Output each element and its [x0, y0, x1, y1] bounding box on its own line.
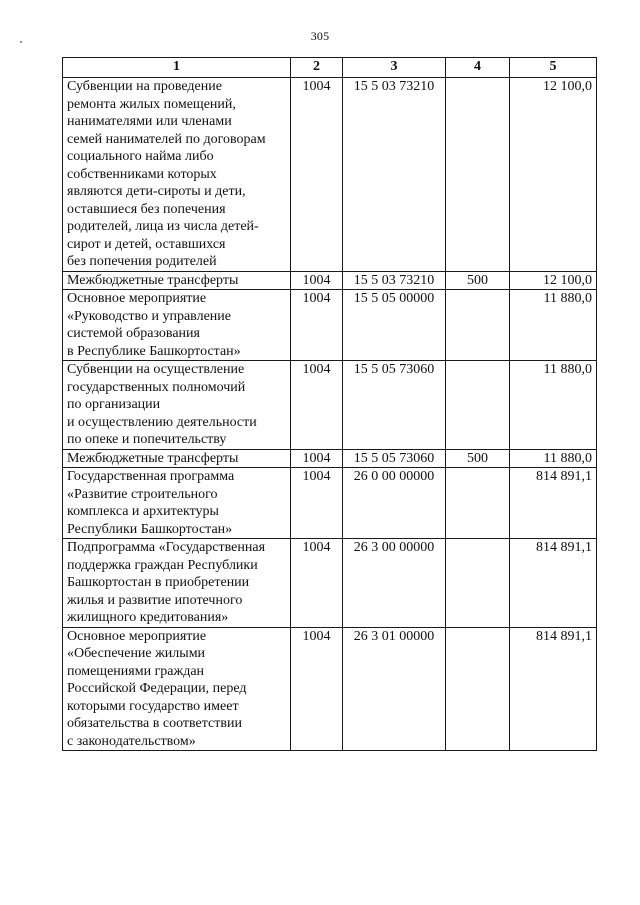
expense-name-line: Основное мероприятие — [67, 291, 207, 306]
expense-name-cell — [63, 449, 291, 468]
expense-name-line: помещениями граждан — [67, 663, 205, 679]
expense-name-line: семей нанимателей по договорам — [67, 131, 266, 147]
amount-cell: 814 891,1 — [510, 539, 597, 628]
expense-type-cell — [446, 361, 510, 450]
amount-cell: 12 100,0 — [510, 271, 597, 290]
expense-name-line: Республики Башкортостан» — [67, 521, 233, 537]
expense-type-cell: 500 — [446, 449, 510, 468]
expense-type-cell — [446, 468, 510, 539]
expense-name-cell — [63, 627, 291, 751]
expense-type-cell — [446, 627, 510, 751]
column-header-4: 4 — [446, 58, 510, 78]
column-header-2: 2 — [291, 58, 343, 78]
expense-name-line: «Обеспечение жилыми — [67, 646, 206, 661]
expense-name-line: жилищного кредитования» — [67, 610, 229, 625]
expense-name-cell — [63, 361, 291, 450]
target-code-cell: 26 3 01 00000 — [343, 627, 446, 751]
target-code-cell: 26 3 00 00000 — [343, 539, 446, 628]
expense-name-cell — [63, 468, 291, 539]
expense-name-line: родителей, лица из числа детей- — [67, 219, 259, 234]
expense-name-line: системой образования — [67, 326, 200, 341]
amount-cell: 814 891,1 — [510, 627, 597, 751]
table-row — [63, 539, 597, 628]
section-code-cell: 1004 — [291, 539, 343, 628]
expense-name-line: являются дети-сироты и дети, — [67, 184, 246, 199]
expense-name-line: «Развитие строительного — [67, 486, 218, 502]
expense-type-cell — [446, 539, 510, 628]
expense-name-line: Межбюджетные трансферты — [67, 450, 239, 466]
expense-name-cell — [63, 539, 291, 628]
table-row — [63, 468, 597, 539]
expense-name-line: оставшиеся без попечения — [67, 201, 226, 217]
expense-name-cell — [63, 78, 291, 272]
expense-name-line: с законодательством» — [67, 733, 196, 749]
section-code-cell: 1004 — [291, 468, 343, 539]
expense-name-cell — [63, 271, 291, 290]
column-header-1: 1 — [63, 58, 291, 78]
table-row — [63, 627, 597, 751]
table-header-row — [63, 58, 597, 78]
expense-name-line: комплекса и архитектуры — [67, 504, 219, 519]
target-code-cell: 15 5 05 00000 — [343, 290, 446, 361]
section-code-cell: 1004 — [291, 271, 343, 290]
table-row — [63, 361, 597, 450]
budget-table — [62, 57, 597, 751]
amount-cell: 11 880,0 — [510, 449, 597, 468]
expense-name-line: по опеке и попечительству — [67, 432, 227, 447]
scan-dot-mark — [20, 41, 22, 43]
expense-name-line: по организации — [67, 397, 161, 412]
amount-cell: 12 100,0 — [510, 78, 597, 272]
page-number: 305 — [310, 29, 330, 43]
table-row — [63, 271, 597, 290]
expense-name-line: Межбюджетные трансферты — [67, 272, 239, 288]
expense-name-line: сирот и детей, оставшихся — [67, 236, 226, 252]
expense-name-line: Российской Федерации, перед — [67, 681, 247, 696]
expense-name-line: жилья и развитие ипотечного — [67, 592, 243, 608]
expense-name-line: ремонта жилых помещений, — [67, 96, 236, 112]
expense-name-line: и осуществлению деятельности — [67, 414, 257, 430]
expense-name-line: государственных полномочий — [67, 379, 246, 395]
table-body — [63, 78, 597, 751]
target-code-cell: 15 5 05 73060 — [343, 361, 446, 450]
expense-name-cell — [63, 290, 291, 361]
expense-name-line: поддержка граждан Республики — [67, 557, 258, 573]
section-code-cell: 1004 — [291, 449, 343, 468]
expense-name-line: собственниками которых — [67, 166, 217, 182]
expense-type-cell — [446, 78, 510, 272]
amount-cell: 11 880,0 — [510, 361, 597, 450]
amount-cell: 814 891,1 — [510, 468, 597, 539]
expense-name-line: Основное мероприятие — [67, 628, 207, 644]
expense-name-line: Башкортостан в приобретении — [67, 575, 250, 590]
expense-name-line: «Руководство и управление — [67, 308, 231, 324]
target-code-cell: 26 0 00 00000 — [343, 468, 446, 539]
section-code-cell: 1004 — [291, 78, 343, 272]
section-code-cell: 1004 — [291, 627, 343, 751]
expense-name-line: без попечения родителей — [67, 254, 217, 269]
expense-type-cell: 500 — [446, 271, 510, 290]
expense-name-line: Субвенции на осуществление — [67, 362, 245, 377]
table-row — [63, 78, 597, 272]
table-row — [63, 290, 597, 361]
expense-name-line: обязательства в соответствии — [67, 716, 242, 731]
section-code-cell: 1004 — [291, 290, 343, 361]
target-code-cell: 15 5 03 73210 — [343, 78, 446, 272]
expense-name-line: в Республике Башкортостан» — [67, 343, 241, 359]
section-code-cell: 1004 — [291, 361, 343, 450]
column-header-5: 5 — [510, 58, 597, 78]
column-header-3: 3 — [343, 58, 446, 78]
amount-cell: 11 880,0 — [510, 290, 597, 361]
expense-name-line: социального найма либо — [67, 149, 214, 164]
target-code-cell: 15 5 05 73060 — [343, 449, 446, 468]
target-code-cell: 15 5 03 73210 — [343, 271, 446, 290]
expense-name-line: нанимателями или членами — [67, 114, 232, 129]
expense-name-line: которыми государство имеет — [67, 698, 239, 714]
expense-name-line: Государственная программа — [67, 469, 235, 484]
expense-name-line: Подпрограмма «Государственная — [67, 540, 266, 555]
table-row — [63, 449, 597, 468]
expense-type-cell — [446, 290, 510, 361]
expense-name-line: Субвенции на проведение — [67, 79, 222, 94]
